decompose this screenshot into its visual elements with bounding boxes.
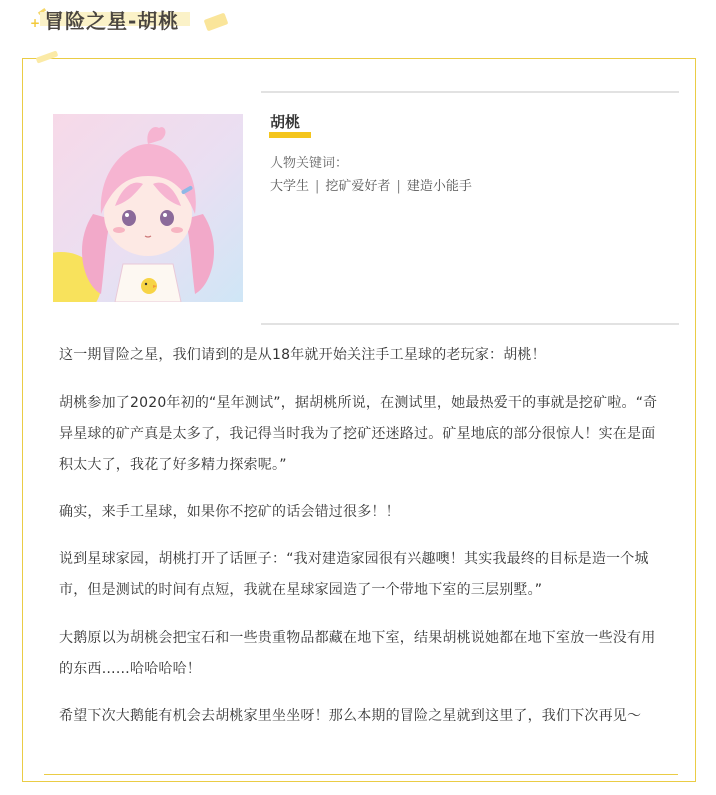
- header: [0, 0, 716, 40]
- profile-divider-top: [261, 91, 679, 93]
- keyword-separator: |: [396, 179, 401, 194]
- profile-name: 胡桃: [270, 113, 301, 131]
- plus-decoration-icon: +: [30, 16, 41, 30]
- article-body: [59, 340, 664, 732]
- keyword: 挖矿爱好者: [325, 179, 391, 194]
- keyword-separator: |: [315, 179, 320, 194]
- avatar-illustration: [53, 114, 243, 302]
- paragraph: 胡桃参加了2020年初的“星年测试”，据胡桃所说，在测试里，她最热爱干的事就是挖矿啦。“奇异星球的矿产真是太多了，我记得当时我为了挖矿还迷路过。矿星地底的部分很惊人！实在是面积太大了，我花了好多精力探索呢。”: [59, 395, 658, 473]
- paragraph: 希望下次大鹅能有机会去胡桃家里坐坐呀！那么本期的冒险之星就到这里了，我们下次再见～: [59, 708, 642, 724]
- keyword: 大学生: [270, 179, 310, 194]
- keyword-list: [270, 175, 472, 194]
- page-title: 冒险之星-胡桃: [44, 9, 180, 33]
- keyword-label: 人物关键词：: [270, 156, 349, 171]
- profile-divider-bottom: [261, 323, 679, 325]
- frame-bottom-line: [44, 774, 678, 775]
- paragraph: 大鹅原以为胡桃会把宝石和一些贵重物品都藏在地下室，结果胡桃说她都在地下室放一些没有用的东西……哈哈哈哈！: [59, 630, 656, 677]
- paragraph: 确实，来手工星球，如果你不挖矿的话会错过很多！！: [59, 504, 400, 520]
- avatar: [53, 114, 243, 302]
- keyword: 建造小能手: [406, 179, 472, 194]
- name-underline: [269, 132, 311, 138]
- paragraph: 这一期冒险之星，我们请到的是从18年就开始关注手工星球的老玩家：胡桃！: [59, 347, 546, 363]
- paragraph: 说到星球家园，胡桃打开了话匣子：“我对建造家园很有兴趣噢！其实我最终的目标是造一个城市，但是测试的时间有点短，我就在星球家园造了一个带地下室的三层别墅。”: [59, 551, 649, 598]
- brush-decoration: [204, 13, 229, 32]
